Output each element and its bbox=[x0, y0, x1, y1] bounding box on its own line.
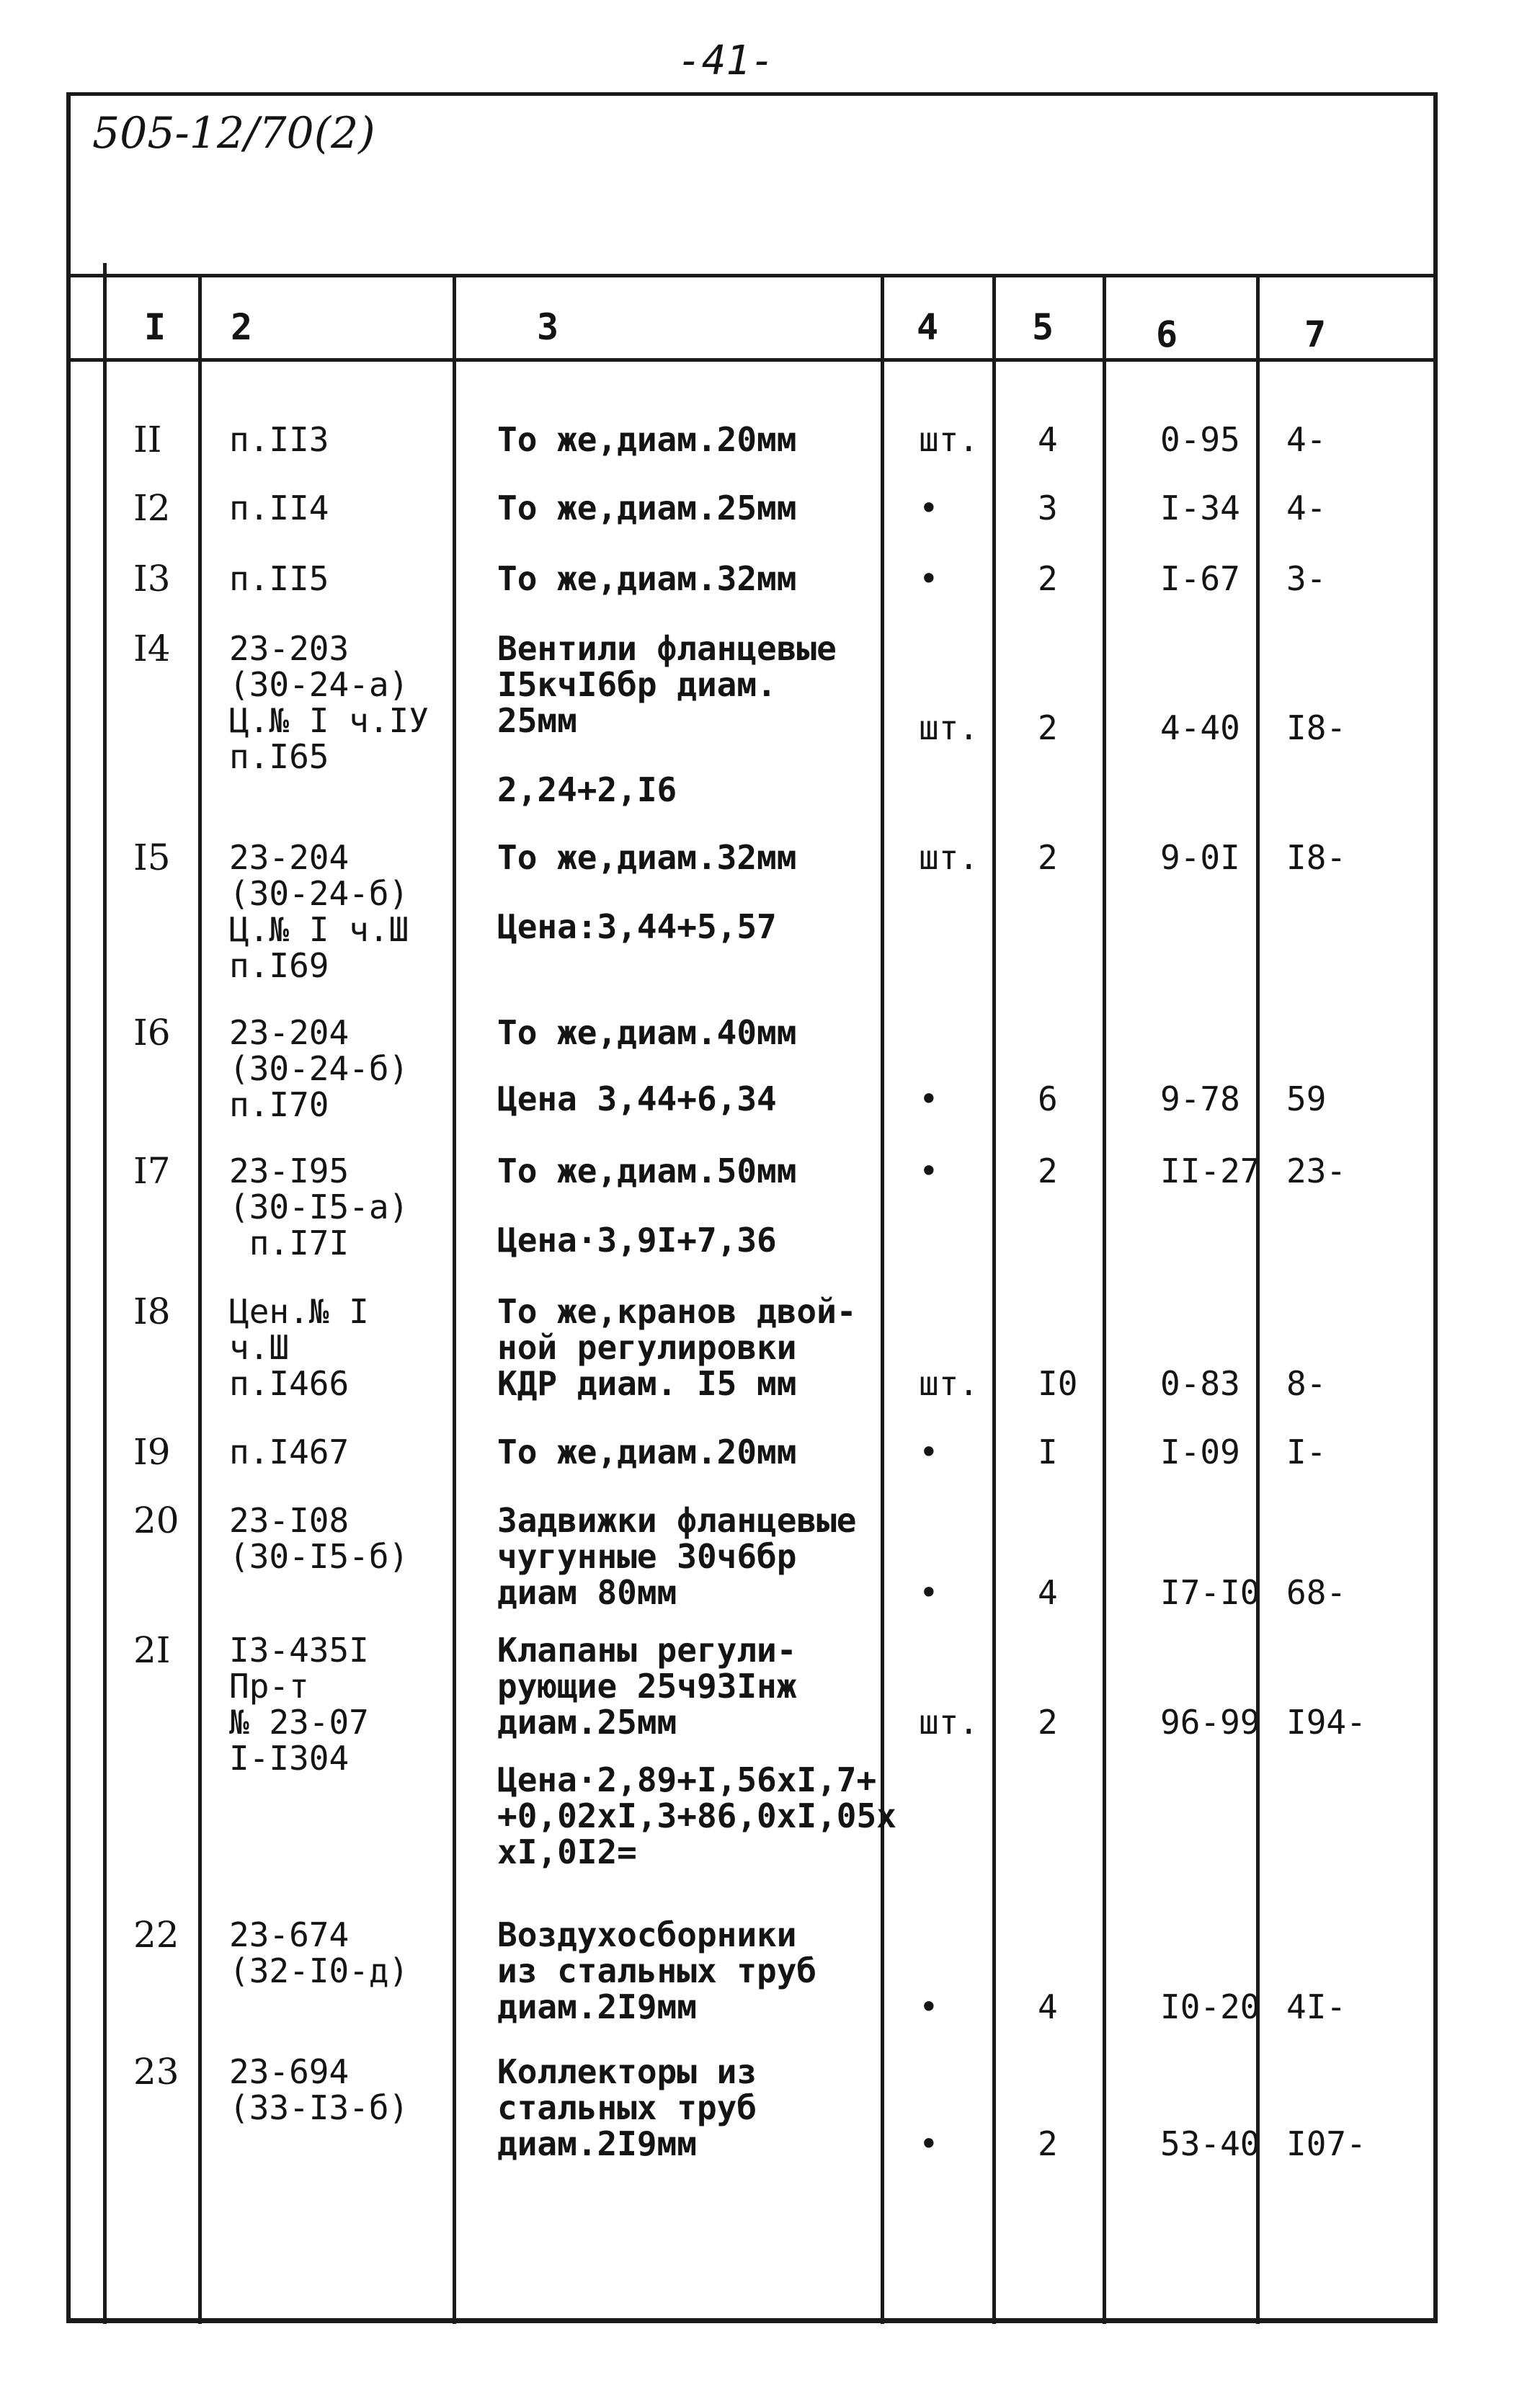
row-description: Коллекторы из стальных труб диам.2I9мм bbox=[497, 2052, 757, 2163]
row-price: 4-40 bbox=[1160, 708, 1240, 747]
row-unit: • bbox=[919, 1152, 939, 1190]
row-total: I8- bbox=[1286, 838, 1347, 877]
col-header-2: 2 bbox=[231, 306, 253, 348]
row-price: I-09 bbox=[1160, 1433, 1240, 1471]
row-description: Цена:3,44+5,57 bbox=[497, 907, 777, 946]
col-divider-4 bbox=[881, 274, 884, 2324]
row-price: I0-20 bbox=[1160, 1987, 1260, 2026]
row-quantity: 4 bbox=[1038, 420, 1058, 459]
row-description: Цена·3,9I+7,36 bbox=[497, 1221, 777, 1260]
row-number: I8 bbox=[133, 1291, 171, 1332]
row-quantity: 2 bbox=[1038, 559, 1058, 598]
row-description: Цена 3,44+6,34 bbox=[497, 1079, 777, 1118]
row-quantity: 2 bbox=[1038, 1152, 1058, 1190]
row-quantity: 3 bbox=[1038, 489, 1058, 527]
col-divider-5 bbox=[992, 274, 996, 2324]
row-description: 2,24+2,I6 bbox=[497, 770, 677, 809]
page-number: -41- bbox=[677, 37, 775, 84]
row-quantity: I bbox=[1038, 1433, 1058, 1471]
row-number: 20 bbox=[133, 1500, 179, 1541]
row-quantity: 2 bbox=[1038, 2124, 1058, 2163]
row-quantity: 2 bbox=[1038, 1703, 1058, 1742]
row-number: I6 bbox=[133, 1012, 171, 1054]
row-price: 53-40 bbox=[1160, 2124, 1260, 2163]
row-unit: шт. bbox=[919, 838, 979, 877]
row-unit: шт. bbox=[919, 1703, 979, 1742]
row-code: 23-203 (30-24-а) Ц.№ I ч.IУ п.I65 bbox=[229, 629, 429, 776]
row-code: 23-694 (33-I3-б) bbox=[229, 2052, 409, 2127]
row-description: То же,диам.32мм bbox=[497, 559, 797, 598]
row-price: I7-I0 bbox=[1160, 1573, 1260, 1612]
row-unit: • bbox=[919, 2124, 939, 2163]
row-number: I5 bbox=[133, 837, 171, 878]
row-code: 23-204 (30-24-б) п.I70 bbox=[229, 1013, 409, 1124]
row-code: п.II4 bbox=[229, 489, 329, 527]
document-code: 505-12/70(2) bbox=[92, 108, 375, 159]
row-description: То же,диам.50мм bbox=[497, 1152, 797, 1190]
row-code: 23-I08 (30-I5-б) bbox=[229, 1501, 409, 1576]
row-number: I3 bbox=[133, 558, 171, 600]
row-price: I-67 bbox=[1160, 559, 1240, 598]
row-number: I4 bbox=[133, 628, 171, 669]
col-divider-2 bbox=[198, 274, 202, 2324]
col-header-3: 3 bbox=[537, 306, 559, 348]
row-description: Цена·2,89+I,56xI,7+ +0,02xI,3+86,0xI,05x xI,0I2= bbox=[497, 1760, 896, 1871]
row-description: То же,диам.20мм bbox=[497, 1433, 797, 1471]
row-number: I9 bbox=[133, 1431, 171, 1473]
col-header-6: 6 bbox=[1156, 313, 1178, 355]
row-price: 9-0I bbox=[1160, 838, 1240, 877]
row-unit: • bbox=[919, 489, 939, 527]
row-total: 59 bbox=[1286, 1079, 1327, 1118]
row-total: 4I- bbox=[1286, 1987, 1347, 2026]
col-header-1: I bbox=[144, 306, 166, 348]
row-number: I2 bbox=[133, 487, 171, 529]
col-divider-3 bbox=[453, 274, 456, 2324]
col-header-5: 5 bbox=[1032, 306, 1054, 348]
row-total: 8- bbox=[1286, 1364, 1327, 1403]
row-quantity: I0 bbox=[1038, 1364, 1078, 1403]
row-unit: шт. bbox=[919, 708, 979, 747]
row-description: То же,диам.40мм bbox=[497, 1013, 797, 1052]
row-unit: • bbox=[919, 559, 939, 598]
row-number: 22 bbox=[133, 1914, 179, 1956]
row-quantity: 4 bbox=[1038, 1987, 1058, 2026]
row-price: 0-95 bbox=[1160, 420, 1240, 459]
col-header-4: 4 bbox=[917, 306, 939, 348]
col-divider-6 bbox=[1103, 274, 1106, 2324]
row-quantity: 2 bbox=[1038, 838, 1058, 877]
row-code: п.II5 bbox=[229, 559, 329, 598]
row-price: II-27 bbox=[1160, 1152, 1260, 1190]
col-header-7: 7 bbox=[1304, 313, 1327, 355]
row-code: 23-204 (30-24-б) Ц.№ I ч.Ш п.I69 bbox=[229, 838, 409, 985]
row-total: I07- bbox=[1286, 2124, 1366, 2163]
row-total: 4- bbox=[1286, 489, 1327, 527]
row-unit: • bbox=[919, 1573, 939, 1612]
row-description: Вентили фланцевые I5кчI6бр диам. 25мм bbox=[497, 629, 837, 740]
row-price: I-34 bbox=[1160, 489, 1240, 527]
row-total: 68- bbox=[1286, 1573, 1347, 1612]
row-code: п.II3 bbox=[229, 420, 329, 459]
header-bottom-line bbox=[66, 358, 1438, 362]
row-description: Клапаны регули- рующие 25ч93Iнж диам.25мм bbox=[497, 1631, 797, 1742]
row-number: 2I bbox=[133, 1629, 171, 1671]
row-code: 23-674 (32-I0-д) bbox=[229, 1915, 409, 1990]
row-unit: шт. bbox=[919, 420, 979, 459]
row-description: Воздухосборники из стальных труб диам.2I9мм bbox=[497, 1915, 817, 2026]
row-description: То же,диам.20мм bbox=[497, 420, 797, 459]
row-quantity: 4 bbox=[1038, 1573, 1058, 1612]
row-unit: • bbox=[919, 1433, 939, 1471]
row-description: То же,диам.25мм bbox=[497, 489, 797, 527]
row-unit: • bbox=[919, 1079, 939, 1118]
row-code: I3-435I Пр-т № 23-07 I-I304 bbox=[229, 1631, 369, 1778]
row-total: 23- bbox=[1286, 1152, 1347, 1190]
row-total: I- bbox=[1286, 1433, 1327, 1471]
row-price: 96-99 bbox=[1160, 1703, 1260, 1742]
row-quantity: 6 bbox=[1038, 1079, 1058, 1118]
row-total: I8- bbox=[1286, 708, 1347, 747]
row-unit: • bbox=[919, 1987, 939, 2026]
row-description: Задвижки фланцевые чугунные 30ч6бр диам 80мм bbox=[497, 1501, 857, 1612]
row-number: II bbox=[133, 419, 162, 460]
row-code: 23-I95 (30-I5-а) п.I7I bbox=[229, 1152, 409, 1262]
row-price: 9-78 bbox=[1160, 1079, 1240, 1118]
table-top-line bbox=[66, 274, 1438, 277]
row-total: 4- bbox=[1286, 420, 1327, 459]
row-total: I94- bbox=[1286, 1703, 1366, 1742]
row-code: п.I467 bbox=[229, 1433, 350, 1471]
row-number: I7 bbox=[133, 1150, 171, 1192]
row-total: 3- bbox=[1286, 559, 1327, 598]
row-price: 0-83 bbox=[1160, 1364, 1240, 1403]
row-description: То же,кранов двой- ной регулировки КДР диам. I5 мм bbox=[497, 1292, 857, 1403]
row-code: Цен.№ I ч.Ш п.I466 bbox=[229, 1292, 369, 1403]
col-divider-1 bbox=[103, 263, 107, 2324]
row-unit: шт. bbox=[919, 1364, 979, 1403]
row-quantity: 2 bbox=[1038, 708, 1058, 747]
row-number: 23 bbox=[133, 2051, 179, 2093]
row-description: То же,диам.32мм bbox=[497, 838, 797, 877]
